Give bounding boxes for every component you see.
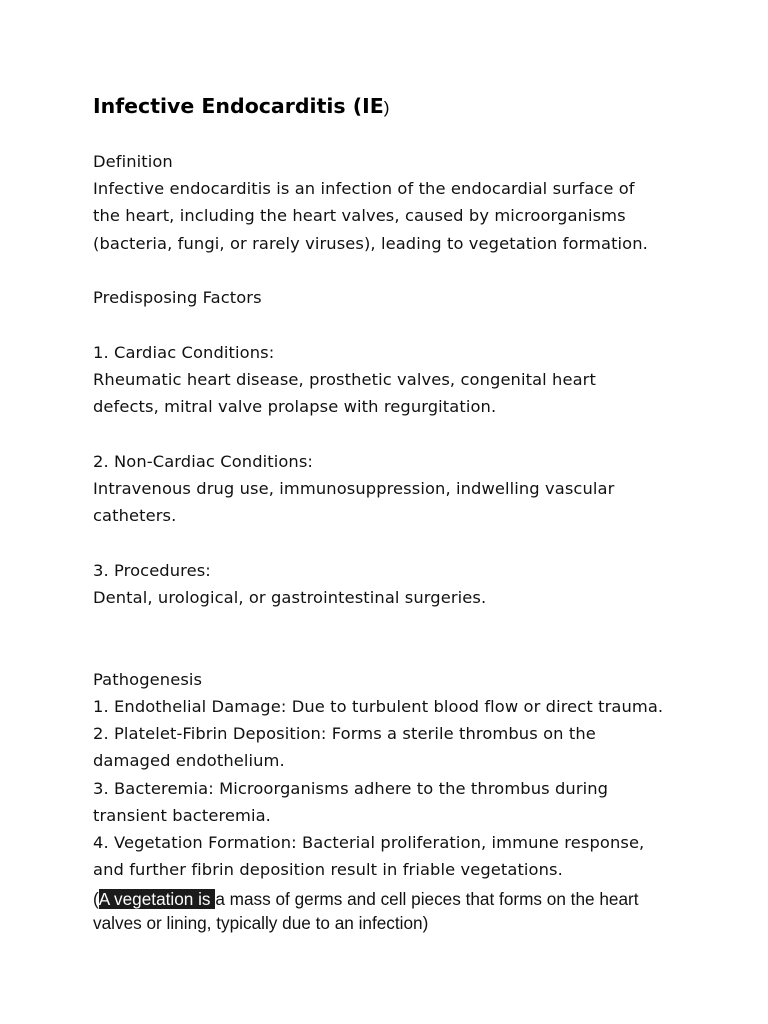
pathogenesis-line-1: 1. Endothelial Damage: Due to turbulent blood flow or direct trauma. [93, 697, 664, 716]
cardiac-line-1: Rheumatic heart disease, prosthetic valves, congenital heart [93, 370, 596, 389]
note-open-paren: ( [93, 889, 99, 909]
pathogenesis-heading: Pathogenesis [93, 670, 203, 689]
note-text-1: a mass of germs and cell pieces that forms on the heart [215, 889, 639, 909]
vegetation-note-line-2: valves or lining, typically due to an infection) [93, 913, 429, 933]
document-title [93, 93, 389, 121]
definition-line-3: (bacteria, fungi, or rarely viruses), leading to vegetation formation. [93, 234, 648, 253]
pathogenesis-line-7: and further fibrin deposition result in friable vegetations. [93, 860, 563, 879]
pathogenesis-line-3: damaged endothelium. [93, 751, 285, 770]
definition-line-2: the heart, including the heart valves, caused by microorganisms [93, 206, 626, 225]
pathogenesis-line-2: 2. Platelet-Fibrin Deposition: Forms a sterile thrombus on the [93, 724, 596, 743]
title-text: Infective Endocarditis (IE [93, 94, 384, 118]
cardiac-line-2: defects, mitral valve prolapse with regurgitation. [93, 397, 497, 416]
definition-heading: Definition [93, 152, 173, 171]
noncardiac-heading: 2. Non-Cardiac Conditions: [93, 452, 314, 471]
pathogenesis-line-6: 4. Vegetation Formation: Bacterial proliferation, immune response, [93, 833, 645, 852]
pathogenesis-line-5: transient bacteremia. [93, 806, 271, 825]
cardiac-heading: 1. Cardiac Conditions: [93, 343, 275, 362]
vegetation-note-line-1 [93, 889, 639, 910]
highlighted-selection: A vegetation is [98, 889, 216, 909]
predisposing-heading: Predisposing Factors [93, 288, 262, 307]
definition-line-1: Infective endocarditis is an infection of the endocardial surface of [93, 179, 635, 198]
pathogenesis-line-4: 3. Bacteremia: Microorganisms adhere to the thrombus during [93, 779, 609, 798]
noncardiac-line-1: Intravenous drug use, immunosuppression, indwelling vascular [93, 479, 615, 498]
title-closing-paren: ) [383, 98, 390, 117]
procedures-line-1: Dental, urological, or gastrointestinal surgeries. [93, 588, 487, 607]
noncardiac-line-2: catheters. [93, 506, 177, 525]
procedures-heading: 3. Procedures: [93, 561, 211, 580]
